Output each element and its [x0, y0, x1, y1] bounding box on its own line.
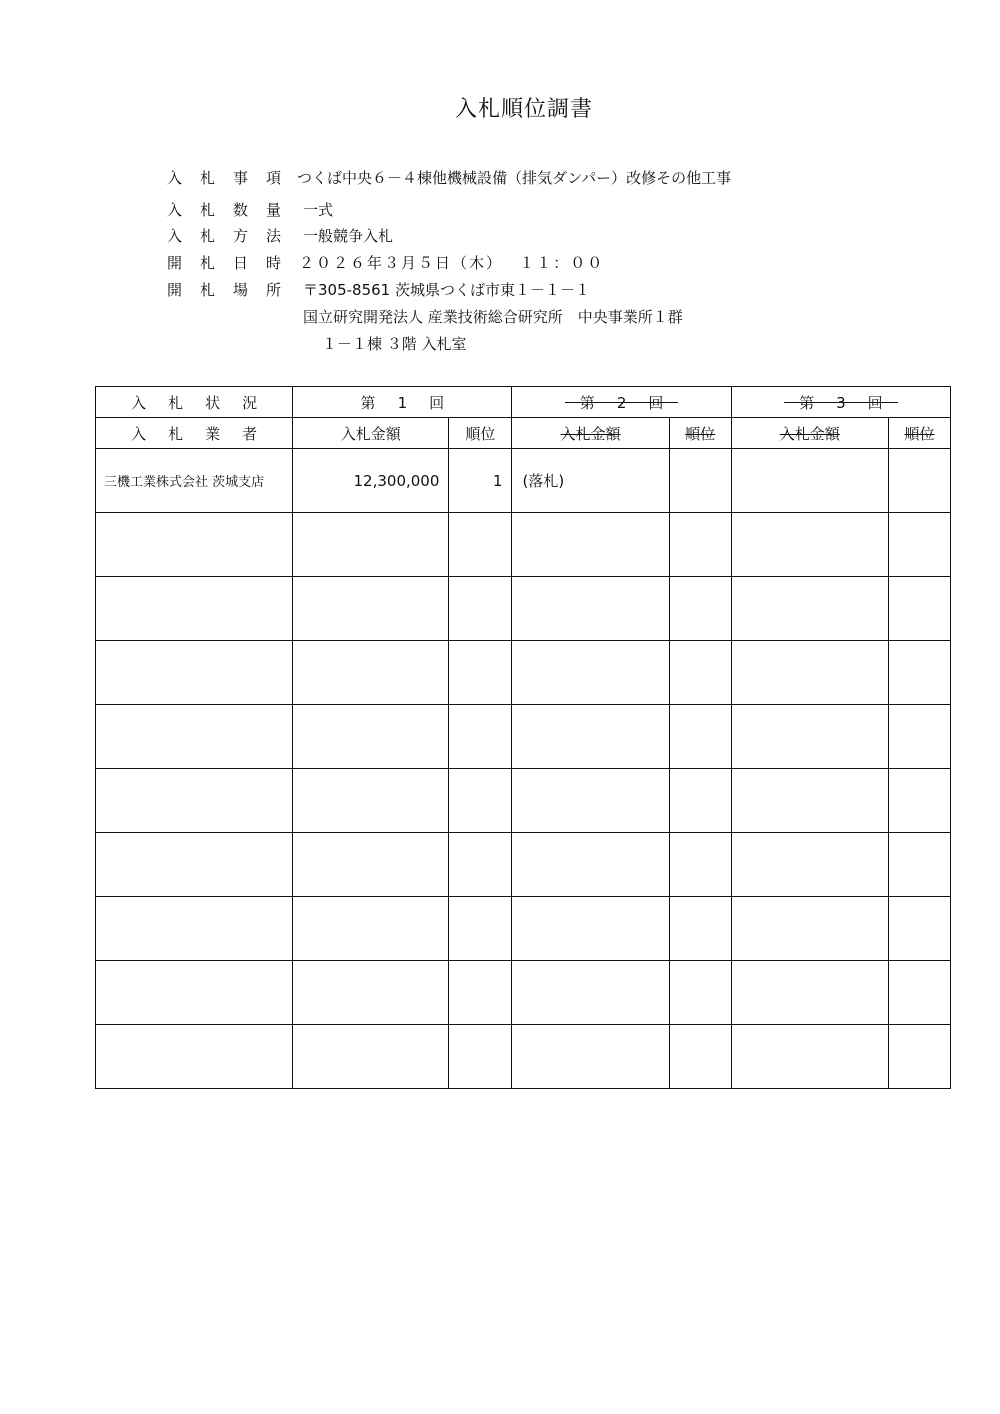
- empty-cell: [512, 705, 669, 769]
- amount-header-round-3: 入札金額: [731, 418, 888, 449]
- empty-cell: [449, 1025, 512, 1089]
- empty-cell: [96, 641, 293, 705]
- empty-cell: [669, 961, 731, 1025]
- table-row: [96, 641, 951, 705]
- empty-cell: [449, 641, 512, 705]
- empty-cell: [293, 1025, 449, 1089]
- table-row: [96, 513, 951, 577]
- empty-cell: [96, 897, 293, 961]
- empty-cell: [512, 1025, 669, 1089]
- empty-cell: [293, 513, 449, 577]
- table-header-rounds: [96, 387, 951, 418]
- empty-cell: [293, 769, 449, 833]
- empty-cell: [888, 705, 950, 769]
- empty-cell: [96, 833, 293, 897]
- empty-cell: [96, 705, 293, 769]
- empty-cell: [669, 897, 731, 961]
- empty-cell: [888, 513, 950, 577]
- empty-cell: [888, 769, 950, 833]
- empty-cell: [888, 961, 950, 1025]
- table-row: [96, 897, 951, 961]
- empty-cell: [512, 769, 669, 833]
- empty-cell: [731, 897, 888, 961]
- empty-cell: [731, 513, 888, 577]
- empty-cell: [731, 769, 888, 833]
- empty-cell: [731, 577, 888, 641]
- bid-amount-round-3: [731, 449, 888, 513]
- item-value: つくば中央６－４棟他機械設備（排気ダンパー）改修その他工事: [297, 169, 732, 187]
- empty-cell: [669, 769, 731, 833]
- place-label: 開 札 場 所: [167, 281, 282, 299]
- place-line-2: 国立研究開発法人 産業技術総合研究所 中央事業所１群: [303, 308, 683, 326]
- bid-amount-round-1: 12,300,000: [293, 449, 449, 513]
- empty-cell: [888, 1025, 950, 1089]
- empty-cell: [96, 961, 293, 1025]
- page-title: 入札順位調書: [454, 97, 593, 122]
- amount-header-round-1: 入札金額: [293, 418, 449, 449]
- datetime-label: 開 札 日 時: [167, 254, 282, 272]
- table-row: [96, 577, 951, 641]
- bidder-header: 入 札 業 者: [96, 418, 293, 449]
- empty-cell: [669, 833, 731, 897]
- round-2-note: (落札): [512, 449, 669, 513]
- empty-cell: [96, 513, 293, 577]
- empty-cell: [293, 833, 449, 897]
- table-row: [96, 833, 951, 897]
- table-row: [96, 1025, 951, 1089]
- bid-ranking-table: [95, 386, 951, 1089]
- empty-cell: [293, 641, 449, 705]
- empty-cell: [669, 705, 731, 769]
- empty-cell: [669, 641, 731, 705]
- empty-cell: [96, 769, 293, 833]
- empty-cell: [888, 897, 950, 961]
- rank-round-1: 1: [449, 449, 512, 513]
- round-3-header: 第 3 回: [731, 387, 950, 418]
- info-row-place: [167, 279, 590, 301]
- empty-cell: [449, 705, 512, 769]
- method-label: 入 札 方 法: [167, 227, 282, 245]
- empty-cell: [512, 833, 669, 897]
- item-label: 入 札 事 項: [167, 169, 282, 187]
- status-header: 入 札 状 況: [96, 387, 293, 418]
- round-2-header: 第 2 回: [512, 387, 731, 418]
- empty-cell: [731, 705, 888, 769]
- empty-cell: [731, 833, 888, 897]
- empty-cell: [669, 577, 731, 641]
- empty-cell: [449, 833, 512, 897]
- empty-cell: [293, 961, 449, 1025]
- empty-cell: [731, 961, 888, 1025]
- table-row: [96, 769, 951, 833]
- info-row-quantity: [167, 199, 333, 221]
- empty-cell: [512, 961, 669, 1025]
- empty-cell: [449, 961, 512, 1025]
- round-1-header: 第 1 回: [293, 387, 512, 418]
- place-value: 〒305-8561 茨城県つくば市東１－１－１: [303, 281, 590, 299]
- empty-cell: [449, 769, 512, 833]
- rank-round-2: [669, 449, 731, 513]
- method-value: 一般競争入札: [303, 227, 394, 245]
- datetime-value: ２０２６年３月５日（木） １１：００: [299, 254, 605, 272]
- empty-cell: [731, 1025, 888, 1089]
- info-row-datetime: [167, 252, 604, 274]
- empty-cell: [96, 1025, 293, 1089]
- empty-cell: [449, 897, 512, 961]
- info-row-method: [167, 225, 393, 247]
- quantity-label: 入 札 数 量: [167, 201, 282, 219]
- rank-header-round-2: 順位: [669, 418, 731, 449]
- empty-cell: [512, 897, 669, 961]
- amount-header-round-2: 入札金額: [512, 418, 669, 449]
- rank-round-3: [888, 449, 950, 513]
- table-row: [96, 705, 951, 769]
- rank-header-round-3: 順位: [888, 418, 950, 449]
- empty-cell: [449, 577, 512, 641]
- empty-cell: [669, 513, 731, 577]
- empty-cell: [888, 833, 950, 897]
- table-header-columns: [96, 418, 951, 449]
- empty-cell: [888, 577, 950, 641]
- empty-cell: [96, 577, 293, 641]
- empty-cell: [512, 641, 669, 705]
- empty-cell: [669, 1025, 731, 1089]
- empty-cell: [449, 513, 512, 577]
- info-row-item: [167, 167, 731, 189]
- rank-header-round-1: 順位: [449, 418, 512, 449]
- empty-cell: [512, 577, 669, 641]
- table-row: [96, 961, 951, 1025]
- empty-cell: [293, 897, 449, 961]
- quantity-value: 一式: [303, 201, 334, 219]
- bidder-name: 三機工業株式会社 茨城支店: [96, 449, 293, 513]
- empty-cell: [888, 641, 950, 705]
- empty-cell: [293, 705, 449, 769]
- empty-cell: [512, 513, 669, 577]
- empty-cell: [731, 641, 888, 705]
- place-line-3: １－１棟 ３階 入札室: [322, 335, 467, 353]
- empty-cell: [293, 577, 449, 641]
- table-row: [96, 449, 951, 513]
